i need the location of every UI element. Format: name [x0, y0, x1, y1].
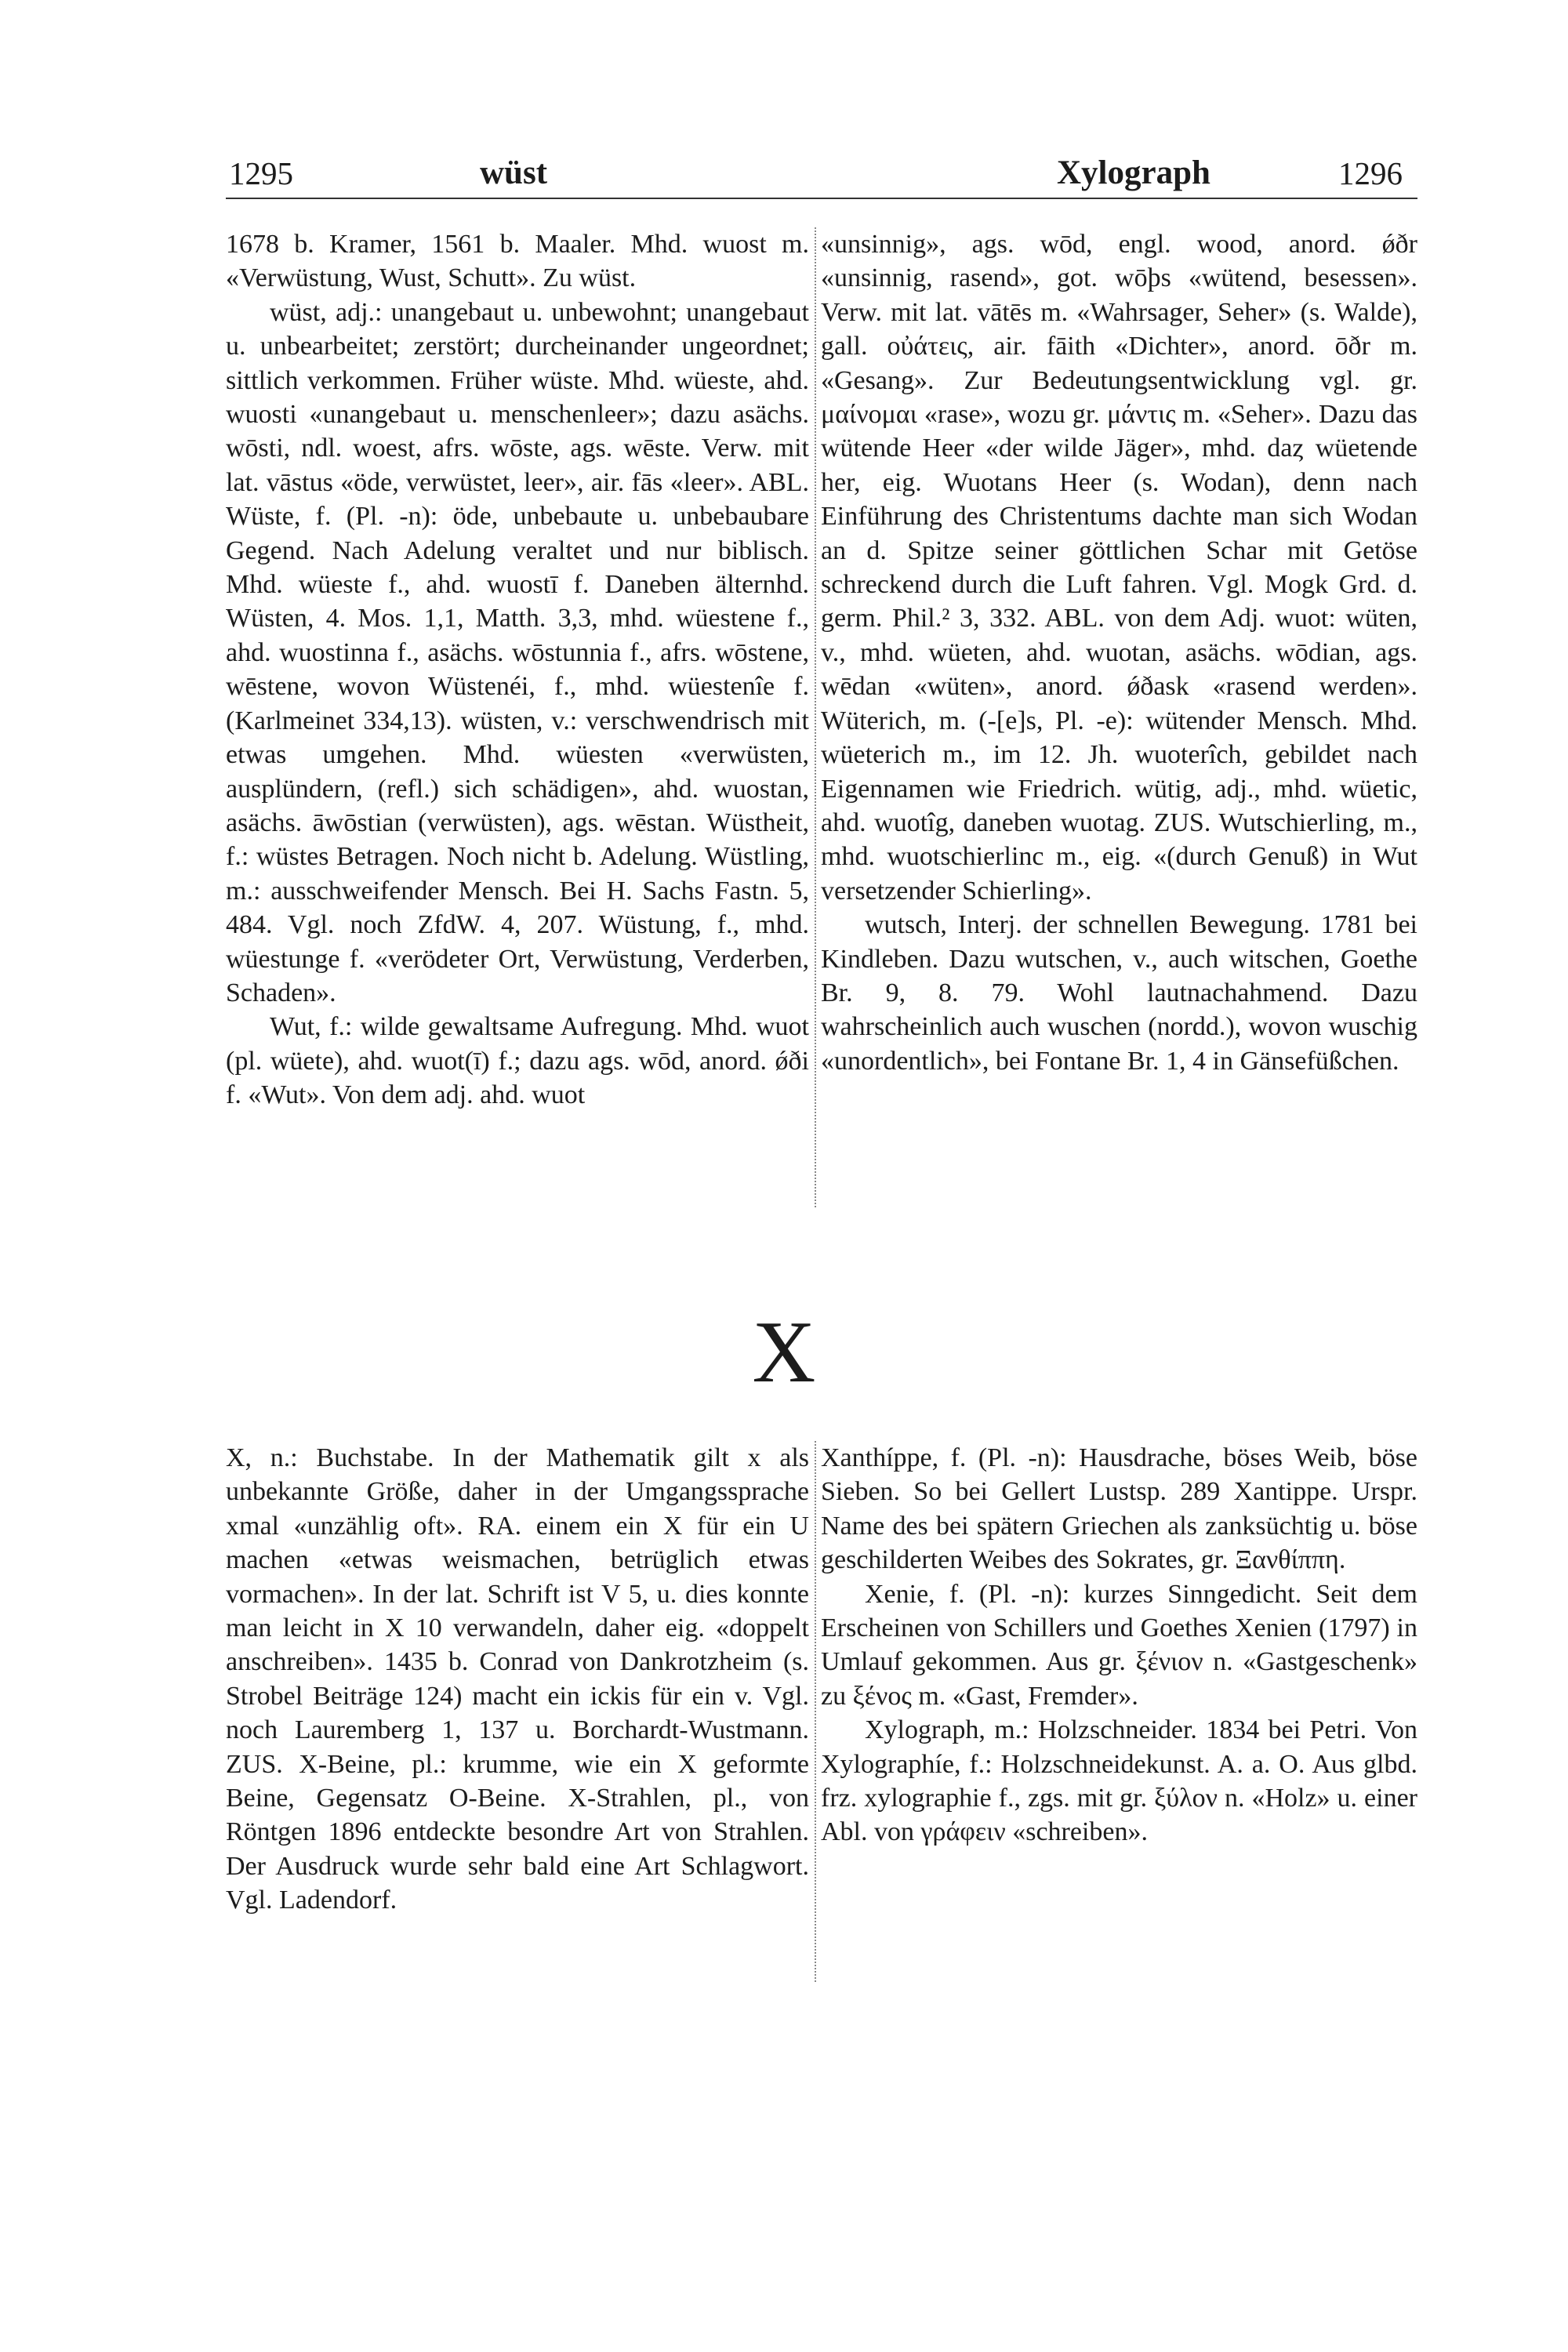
entry-xanthippe: Xanthíppe, f. (Pl. -n): Hausdrache, böses Weib, böse Sieben. So bei Gellert Lustsp. 289 Xantippe. Urspr. Name des bei spätern Griechen als zanksüchtig u. böse geschilderten Weibes des Sokrates, gr. Ξανθίππη. [821, 1443, 1417, 1575]
entry-xenie: Xenie, f. (Pl. -n): kurzes Sinngedicht. Seit dem Erscheinen von Schillers und Goethes Xenien (1797) in Umlauf gekommen. Aus gr. ξένιον n. «Gastgeschenk» zu ξένος m. «Gast, Fremder». [821, 1579, 1417, 1711]
running-head-left: wüst [480, 154, 548, 191]
column-separator [815, 227, 816, 1207]
entry-xylograph: Xylograph, m.: Holzschneider. 1834 bei Petri. Von Xylographíe, f.: Holzschneidekunst. A. a. O. Aus glbd. frz. xylographie f., zgs. mit gr. ξύλον n. «Holz» u. einer Abl. von γράφειν «schreiben». [821, 1715, 1417, 1847]
column-right-x [821, 1441, 1417, 1849]
column-left-x [226, 1441, 809, 1918]
header-rule [226, 198, 1417, 199]
entry-paragraph: «unsinnig», ags. wōd, engl. wood, anord. ǿðr «unsinnig, rasend», got. wōþs «wütend, besessen». Verw. mit lat. vātēs m. «Wahrsager, Seher» (s. Walde), gall. οὐάτεις, air. fāith «Dichter», anord. ōðr m. «Gesang». Zur Bedeutungsentwicklung vgl. gr. μαίνομαι «rase», wozu gr. μάντις m. «Seher». Dazu das wütende Heer «der wilde Jäger», mhd. daȥ wüetende her, eig. Wuotans Heer (s. Wodan), denn nach Einführung des Christentums dachte man sich Wodan an d. Spitze seiner göttlichen Schar mit Getöse schreckend durch die Luft fahren. Vgl. Mogk Grd. d. germ. Phil.² 3, 332. ABL. von dem Adj. wuot: wüten, v., mhd. wüeten, ahd. wuotan, asächs. wōdian, ags. wēdan «wüten», anord. ǿðask «rasend werden». Wüterich, m. (-[e]s, Pl. -e): wütender Mensch. Mhd. wüeterich m., im 12. Jh. wuoterîch, gebildet nach Eigennamen wie Friedrich. wütig, adj., mhd. wüetic, ahd. wuotîg, daneben wuotag. ZUS. Wutschierling, m., mhd. wuotschierlinc m., eig. «(durch Genuß) in Wut versetzender Schierling». [821, 230, 1417, 906]
entry-wut: Wut, f.: wilde gewaltsame Aufregung. Mhd. wuot (pl. wüete), ahd. wuot(ī) f.; dazu ags. wōd, anord. ǿði f. «Wut». Von dem adj. ahd. wuot [226, 1012, 809, 1110]
entry-wuest: wüst, adj.: unangebaut u. unbewohnt; unangebaut u. unbearbeitet; zerstört; durcheinander ungeordnet; sittlich verkommen. Früher wüste. Mhd. wüeste, ahd. wuosti «unangebaut u. menschenleer»; dazu asächs. wōsti, ndl. woest, afrs. wōste, ags. wēste. Verw. mit lat. vāstus «öde, verwüstet, leer», air. fās «leer». ABL. Wüste, f. (Pl. -n): öde, unbebaute u. unbebaubare Gegend. Nach Adelung veraltet und nur biblisch. Mhd. wüeste f., ahd. wuostī f. Daneben älternhd. Wüsten, 4. Mos. 1,1, Matth. 3,3, mhd. wüestene f., ahd. wuostinna f., asächs. wōstunnia f., afrs. wōstene, wēstene, wovon Wüstenéi, f., mhd. wüestenîe f. (Karlmeinet 334,13). wüsten, v.: verschwendrisch mit etwas umgehen. Mhd. wüesten «verwüsten, ausplündern, (refl.) sich schädigen», ahd. wuostan, asächs. āwōstian (verwüsten), ags. wēstan. Wüstheit, f.: wüstes Betragen. Noch nicht b. Adelung. Wüstling, m.: ausschweifender Mensch. Bei H. Sachs Fastn. 5, 484. Vgl. noch ZfdW. 4, 207. Wüstung, f., mhd. wüestunge f. «verödeter Ort, Verwüstung, Verderben, Schaden». [226, 297, 809, 1007]
entry-x: X, n.: Buchstabe. In der Mathematik gilt x als unbekannte Größe, daher in der Umgangssprache xmal «unzählig oft». RA. einem ein X für ein U machen «etwas weismachen, betrüglich etwas vormachen». In der lat. Schrift ist V 5, u. dies konnte man leicht in X 10 verwandeln, daher eig. «doppelt anschreiben». 1435 b. Conrad von Dankrotzheim (s. Strobel Beiträge 124) macht ein ickis für ein v. Vgl. noch Lauremberg 1, 137 u. Borchardt-Wustmann. ZUS. X-Beine, pl.: krumme, wie ein X geformte Beine, Gegensatz O-Beine. X-Strahlen, pl., von Röntgen 1896 entdeckte besondre Art von Strahlen. Der Ausdruck wurde sehr bald eine Art Schlagwort. Vgl. Ladendorf. [226, 1443, 809, 1915]
entry-paragraph: 1678 b. Kramer, 1561 b. Maaler. Mhd. wuost m. «Verwüstung, Wust, Schutt». Zu wüst. [226, 230, 809, 293]
column-left-w [226, 227, 809, 1112]
running-head-right: Xylograph [1057, 154, 1210, 191]
entry-wutsch: wutsch, Interj. der schnellen Bewegung. 1781 bei Kindleben. Dazu wutschen, v., auch witschen, Goethe Br. 9, 8. 79. Wohl lautnachahmend. Dazu wahrscheinlich auch wuschen (nordd.), wovon wuschig «unordentlich», bei Fontane Br. 1, 4 in Gänsefüßchen. [821, 910, 1417, 1076]
column-right-w [821, 227, 1417, 1078]
page-number-right: 1296 [1338, 155, 1403, 191]
column-separator [815, 1441, 816, 1982]
section-letter-heading: X [752, 1304, 816, 1401]
page-number-left: 1295 [229, 155, 293, 191]
